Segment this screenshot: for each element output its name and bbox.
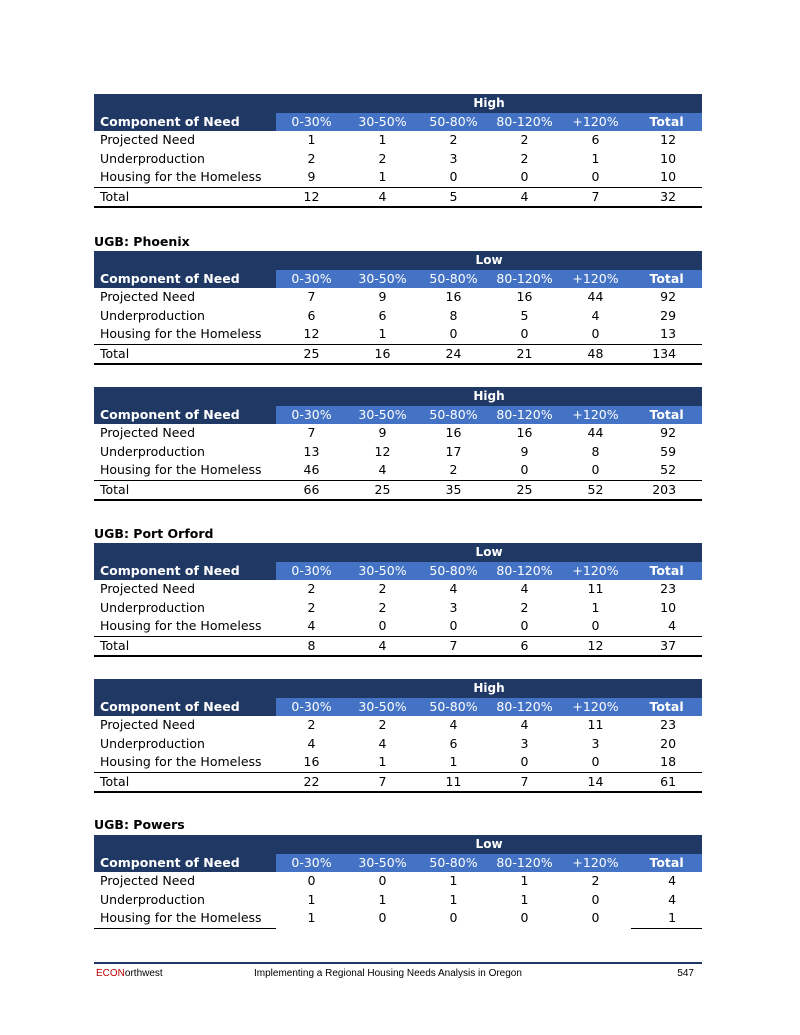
column-header-total: Total bbox=[631, 270, 702, 288]
column-header: 50-80% bbox=[418, 270, 489, 288]
scenario-label: High bbox=[276, 387, 702, 406]
table-row: Underproduction 2 2 3 2 1 10 bbox=[100, 599, 677, 615]
table-row: Projected Need 1 1 2 2 6 12 bbox=[100, 132, 677, 147]
column-header-total: Total bbox=[631, 562, 702, 580]
table-block bbox=[94, 251, 702, 365]
scenario-label: High bbox=[276, 94, 702, 113]
column-header: 0-30% bbox=[276, 406, 347, 424]
table-row: Housing for the Homeless 16 1 1 0 0 18 bbox=[100, 754, 677, 769]
column-header: +120% bbox=[560, 406, 631, 424]
column-header-component: Component of Need bbox=[94, 854, 276, 872]
column-header: +120% bbox=[560, 113, 631, 131]
total-row: Total 12 4 5 4 7 32 bbox=[94, 187, 702, 207]
column-header: +120% bbox=[560, 270, 631, 288]
table-block bbox=[94, 387, 702, 501]
scenario-label: High bbox=[276, 679, 702, 698]
total-row: Total 8 4 7 6 12 37 bbox=[94, 636, 702, 656]
ugb-heading: UGB: Phoenix bbox=[94, 234, 190, 249]
column-header-total: Total bbox=[631, 698, 702, 716]
column-header: 30-50% bbox=[347, 854, 418, 872]
column-header: 50-80% bbox=[418, 406, 489, 424]
column-header-component: Component of Need bbox=[94, 270, 276, 288]
column-header-total: Total bbox=[631, 113, 702, 131]
table-block bbox=[94, 543, 702, 657]
page-footer bbox=[94, 962, 702, 979]
column-header: 80-120% bbox=[489, 854, 560, 872]
column-header-total: Total bbox=[631, 854, 702, 872]
total-row: Total 25 16 24 21 48 134 bbox=[94, 344, 702, 364]
need-table bbox=[94, 679, 702, 793]
table-row: Underproduction 2 2 3 2 1 10 bbox=[100, 150, 677, 166]
total-row: Total 66 25 35 25 52 203 bbox=[94, 480, 702, 500]
table-row: Projected Need 2 2 4 4 11 23 bbox=[100, 581, 677, 596]
need-table bbox=[94, 835, 702, 929]
column-header: 80-120% bbox=[489, 113, 560, 131]
column-header: 30-50% bbox=[347, 270, 418, 288]
table-row: Housing for the Homeless 12 1 0 0 0 13 bbox=[100, 326, 677, 341]
need-table bbox=[94, 251, 702, 365]
column-header: 80-120% bbox=[489, 270, 560, 288]
column-header: +120% bbox=[560, 562, 631, 580]
column-header: 30-50% bbox=[347, 562, 418, 580]
table-row: Underproduction 1 1 1 1 0 4 bbox=[100, 891, 677, 907]
column-header: 50-80% bbox=[418, 113, 489, 131]
table-block bbox=[94, 679, 702, 793]
table-row: Projected Need 0 0 1 1 2 4 bbox=[100, 873, 677, 888]
page-number: 547 bbox=[677, 968, 694, 979]
column-header: 30-50% bbox=[347, 698, 418, 716]
column-header: 0-30% bbox=[276, 562, 347, 580]
column-header: 50-80% bbox=[418, 698, 489, 716]
brand-logo bbox=[96, 968, 163, 979]
column-header: +120% bbox=[560, 698, 631, 716]
column-header: 0-30% bbox=[276, 270, 347, 288]
table-block bbox=[94, 835, 702, 929]
total-row: Total 22 7 11 7 14 61 bbox=[94, 772, 702, 792]
column-header-component: Component of Need bbox=[94, 698, 276, 716]
table-row: Projected Need 7 9 16 16 44 92 bbox=[100, 289, 677, 304]
ugb-heading: UGB: Port Orford bbox=[94, 526, 214, 541]
scenario-label: Low bbox=[276, 543, 702, 562]
column-header-component: Component of Need bbox=[94, 406, 276, 424]
table-block bbox=[94, 94, 702, 208]
column-header-component: Component of Need bbox=[94, 562, 276, 580]
table-row: Housing for the Homeless 46 4 2 0 0 52 bbox=[100, 462, 677, 477]
need-table bbox=[94, 387, 702, 501]
need-table bbox=[94, 543, 702, 657]
column-header: 80-120% bbox=[489, 562, 560, 580]
need-table bbox=[94, 94, 702, 208]
table-row: Underproduction 13 12 17 9 8 59 bbox=[100, 443, 677, 459]
table-row: Projected Need 7 9 16 16 44 92 bbox=[100, 425, 677, 440]
column-header: 80-120% bbox=[489, 406, 560, 424]
column-header: 30-50% bbox=[347, 406, 418, 424]
scenario-label: Low bbox=[276, 835, 702, 854]
column-header: +120% bbox=[560, 854, 631, 872]
column-header: 0-30% bbox=[276, 113, 347, 131]
column-header-total: Total bbox=[631, 406, 702, 424]
column-header: 0-30% bbox=[276, 854, 347, 872]
column-header: 50-80% bbox=[418, 854, 489, 872]
brand-rest: orthwest bbox=[124, 968, 163, 979]
table-row: Projected Need 2 2 4 4 11 23 bbox=[100, 717, 677, 732]
table-row: Housing for the Homeless 1 0 0 0 0 1 bbox=[94, 909, 702, 928]
column-header-component: Component of Need bbox=[94, 113, 276, 131]
ugb-heading: UGB: Powers bbox=[94, 817, 185, 832]
table-row: Underproduction 6 6 8 5 4 29 bbox=[100, 307, 677, 323]
column-header: 0-30% bbox=[276, 698, 347, 716]
table-row: Underproduction 4 4 6 3 3 20 bbox=[100, 735, 677, 751]
table-row: Housing for the Homeless 4 0 0 0 0 4 bbox=[100, 618, 677, 633]
brand-econ: ECON bbox=[96, 968, 125, 979]
column-header: 80-120% bbox=[489, 698, 560, 716]
scenario-label: Low bbox=[276, 251, 702, 270]
column-header: 50-80% bbox=[418, 562, 489, 580]
table-row: Housing for the Homeless 9 1 0 0 0 10 bbox=[100, 169, 677, 184]
column-header: 30-50% bbox=[347, 113, 418, 131]
footer-title: Implementing a Regional Housing Needs Analysis in Oregon bbox=[254, 968, 522, 979]
